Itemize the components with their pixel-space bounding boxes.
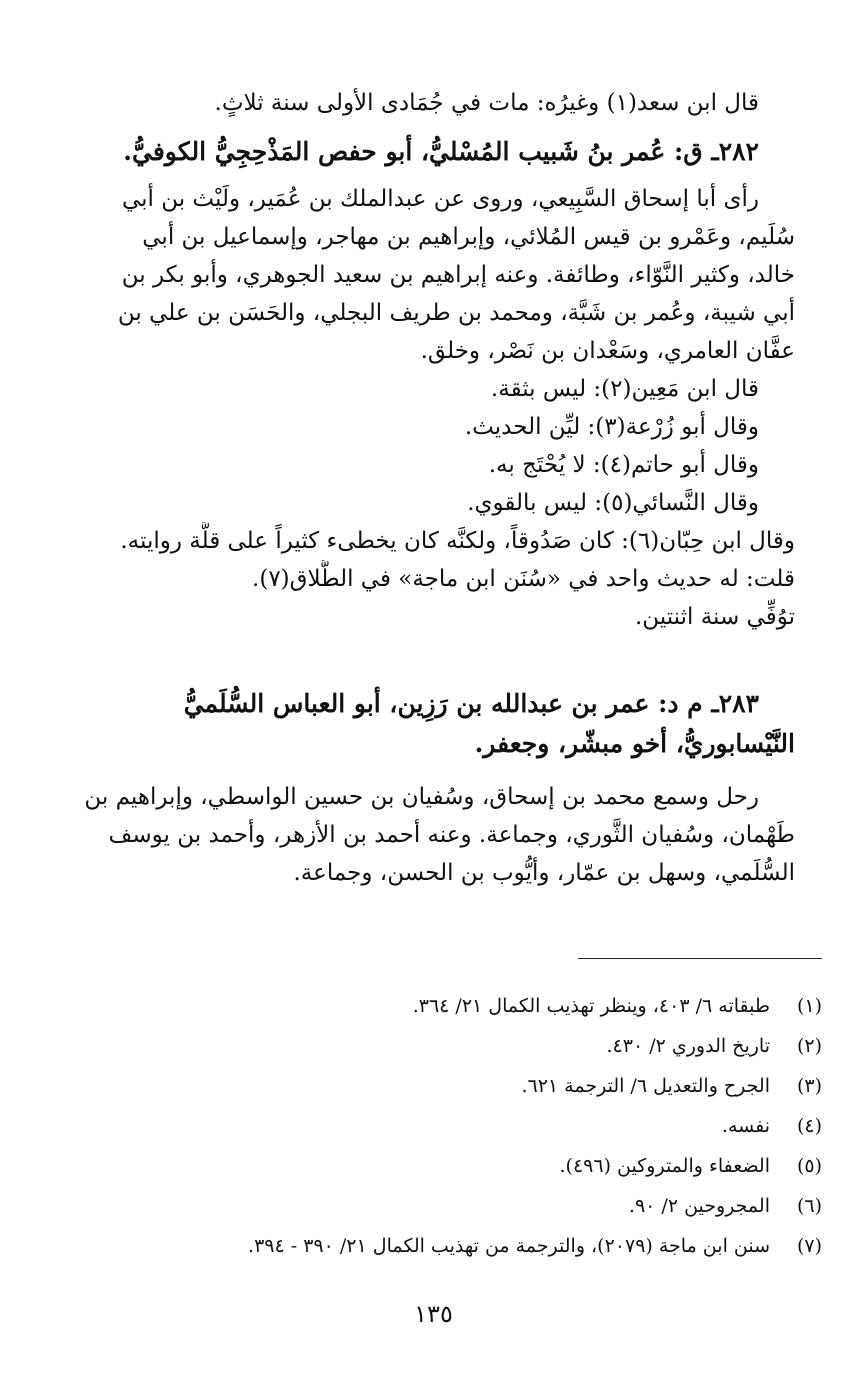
footnote-number: (٥)	[796, 1155, 822, 1177]
entry-283	[50, 684, 795, 764]
footnote	[42, 1186, 822, 1226]
entry-heading: ٢٨٣ـ م د: عمر بن عبدالله بن رَزِين، أبو العباس السُّلَميُّ	[183, 689, 759, 718]
text-line: قال ابن سعد(١) وغيرُه: مات في جُمَادى الأولى سنة ثلاثٍ.	[214, 90, 759, 116]
footnote-number: (٢)	[796, 1035, 822, 1057]
text-line: توُفِّي سنة اثنتين.	[634, 604, 795, 630]
page-number: ١٣٥	[414, 1300, 453, 1328]
entry-heading: ٢٨٢ـ ق: عُمر بنُ شَبيب المُسْليُّ، أبو حفص المَذْحِجِيُّ الكوفيُّ.	[123, 137, 759, 166]
footnote-divider	[578, 958, 822, 959]
footnote-text: تاريخ الدوري ٢/ ٤٣٠.	[606, 1035, 770, 1057]
footnote-text: الجرح والتعديل ٦/ الترجمة ٦٢١.	[521, 1075, 770, 1097]
text-line: وقال أبو زُرْعة(٣): ليِّن الحديث.	[464, 414, 759, 440]
text-line: رحل وسمع محمد بن إسحاق، وسُفيان بن حسين الواسطي، وإبراهيم بن	[84, 784, 759, 810]
footnote	[42, 1106, 822, 1146]
text-line: وقال النَّسائي(٥): ليس بالقوي.	[467, 490, 759, 516]
text-line: سُلَيم، وعَمْرو بن قيس المُلائي، وإبراهيم بن مهاجر، وإسماعيل بن أبي	[142, 224, 795, 250]
text-line: قال ابن مَعِين(٢): ليس بثقة.	[490, 376, 759, 402]
text-line: رأى أبا إسحاق السَّبِيعي، وروى عن عبدالملك بن عُمَير، ولَيْث بن أبي	[121, 186, 759, 212]
footnote-text: المجروحين ٢/ ٩٠.	[628, 1195, 770, 1217]
entry-heading: النَّيْسابوريُّ، أخو مبشّر، وجعفر.	[474, 729, 795, 758]
footnote-number: (٤)	[796, 1115, 822, 1137]
footnote-number: (٦)	[796, 1195, 822, 1217]
footnote-text: طبقاته ٦/ ٤٠٣، وينظر تهذيب الكمال ٢١/ ٣٦٤.	[412, 995, 770, 1017]
text-line: وقال ابن حِبّان(٦): كان صَدُوقاً، ولكنَّه كان يخطىء كثيراً على قلَّة روايته.	[120, 528, 795, 554]
footnote-number: (١)	[796, 995, 822, 1017]
text-line: وقال أبو حاتم(٤): لا يُحْتَج به.	[488, 452, 759, 478]
footnote	[42, 1026, 822, 1066]
text-line: طَهْمان، وسُفيان الثَّوري، وجماعة. وعنه أحمد بن الأزهر، وأحمد بن يوسف	[108, 822, 795, 848]
footnotes	[42, 986, 822, 1266]
footnote-text: نفسه.	[721, 1115, 770, 1137]
text-line: السُّلَمي، وسهل بن عمّار، وأيُّوب بن الحسن، وجماعة.	[293, 860, 795, 886]
opening-paragraph	[50, 84, 795, 122]
footnote-text: الضعفاء والمتروكين (٤٩٦).	[559, 1155, 770, 1177]
footnote	[42, 1146, 822, 1186]
text-line: عفَّان العامري، وسَعْدان بن نَصْر، وخلق.	[420, 338, 795, 364]
opinions-paragraph	[50, 370, 795, 636]
footnote	[42, 1226, 822, 1266]
entry-283-body	[50, 778, 795, 892]
text-line: قلت: له حديث واحد في «سُنَن ابن ماجة» في الطَّلاق(٧).	[252, 566, 795, 592]
entry-282-body	[50, 180, 795, 370]
footnote-number: (٣)	[796, 1075, 822, 1097]
text-line: خالد، وكثير النَّوّاء، وطائفة. وعنه إبراهيم بن سعيد الجوهري، وأبو بكر بن	[121, 262, 795, 288]
entry-282	[50, 132, 795, 172]
footnote-text: سنن ابن ماجة (٢٠٧٩)، والترجمة من تهذيب الكمال ٢١/ ٣٩٠ - ٣٩٤.	[248, 1235, 770, 1257]
footnote	[42, 1066, 822, 1106]
text-line: أبي شيبة، وعُمر بن شَبَّة، ومحمد بن طريف البجلي، والحَسَن بن علي بن	[117, 300, 795, 326]
footnote	[42, 986, 822, 1026]
footnote-number: (٧)	[796, 1235, 822, 1257]
